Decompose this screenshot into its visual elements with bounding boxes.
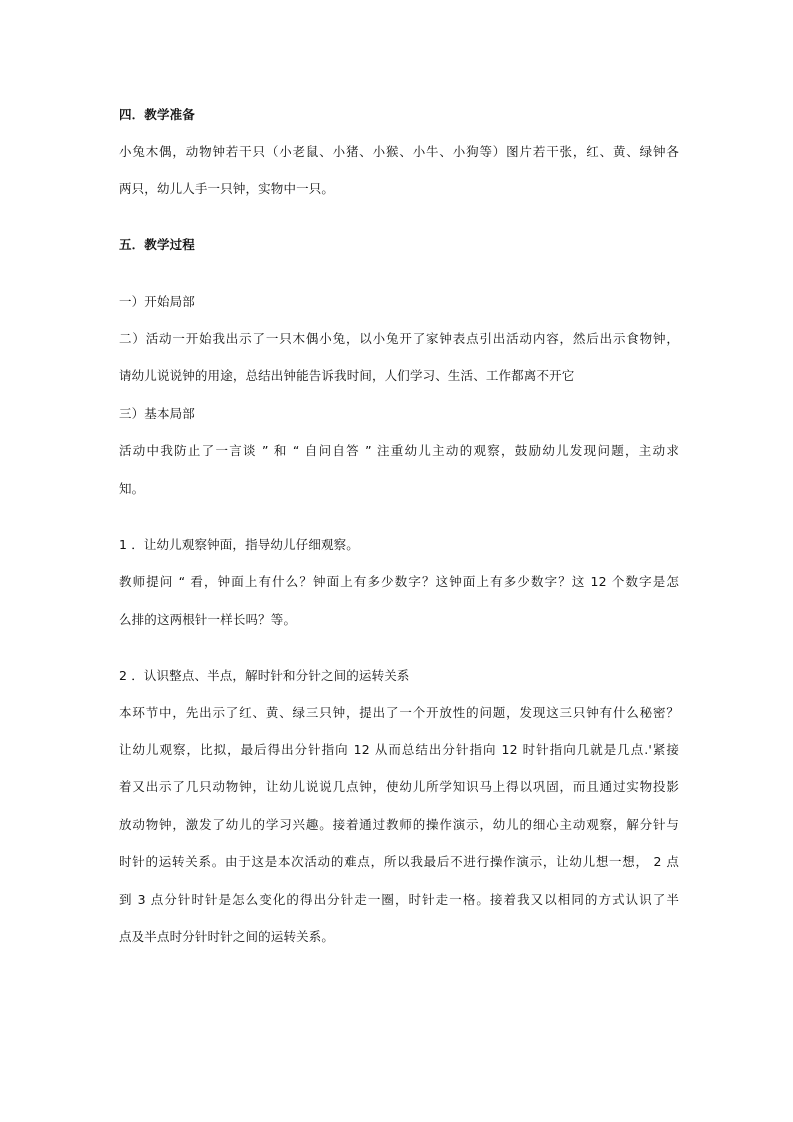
paragraph-line: 放动物钟，激发了幼儿的学习兴趣。接着通过教师的操作演示，幼儿的细心主动观察，解分针与 [119, 817, 679, 832]
paragraph-line: 两只，幼儿人手一只钟，实物中一只。 [119, 181, 335, 196]
paragraph-line: 点及半点时分针时针之间的运转关系。 [119, 929, 335, 944]
section-heading-teaching-preparation: 四．教学准备 [119, 107, 195, 122]
paragraph-line: 时针的运转关系。由于这是本次活动的难点，所以我最后不进行操作演示，让幼儿想一想， 2 点 [119, 854, 679, 869]
paragraph-line: 着又出示了几只动物钟，让幼儿说说几点钟，使幼儿所学知识马上得以巩固，而且通过实物投影 [119, 779, 679, 794]
paragraph-line: 教师提问 “ 看，钟面上有什么？钟面上有多少数字？这钟面上有多少数字？这 12 个数字是怎 [119, 574, 679, 589]
subsection-start: 一）开始局部 [119, 294, 195, 309]
item-title-hour-half-hour: 2 ．认识整点、半点，解时针和分针之间的运转关系 [119, 668, 410, 683]
subsection-basic: 三）基本局部 [119, 406, 195, 421]
paragraph-line: 活动中我防止了一言谈 ” 和 “ 自问自答 ” 注重幼儿主动的观察，鼓励幼儿发现问题，主动求 [119, 443, 679, 458]
section-heading-teaching-process: 五．教学过程 [119, 237, 195, 252]
paragraph-line: 小兔木偶，动物钟若干只（小老鼠、小猪、小猴、小牛、小狗等）图片若干张，红、黄、绿钟各 [119, 144, 679, 159]
paragraph-line: 让幼儿观察，比拟，最后得出分针指向 12 从而总结出分针指向 12 时针指向几就是几点.'紧接 [119, 742, 679, 757]
paragraph-line: 二）活动一开始我出示了一只木偶小兔，以小兔开了家钟表点引出活动内容，然后出示食物钟， [119, 331, 679, 346]
item-title-observe-clock: 1 ．让幼儿观察钟面，指导幼儿仔细观察。 [119, 537, 359, 552]
paragraph-line: 请幼儿说说钟的用途，总结出钟能告诉我时间，人们学习、生活、工作都离不开它 [119, 368, 575, 383]
paragraph-line: 本环节中，先出示了红、黄、绿三只钟，提出了一个开放性的问题，发现这三只钟有什么秘密？ [119, 705, 679, 720]
paragraph-line: 么排的这两根针一样长吗？等。 [119, 612, 297, 627]
paragraph-line: 到 3 点分针时针是怎么变化的得出分针走一圈，时针走一格。接着我又以相同的方式认识了半 [119, 892, 679, 907]
paragraph-line: 知。 [119, 481, 145, 496]
